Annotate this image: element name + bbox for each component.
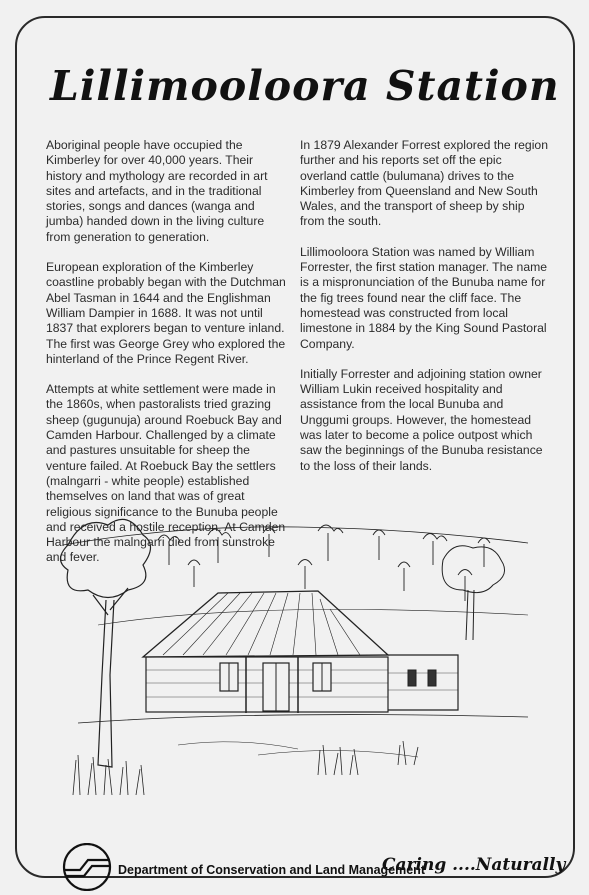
paragraph-forrest-exploration: In 1879 Alexander Forrest explored the region further and his reports set off the epic overland cattle (bulumana) drives to the Kimberley from Queensland and New South Wales, and the transport of sheep by ship from the south. — [300, 138, 548, 229]
page-title: Lillimooloora Station — [50, 62, 560, 110]
paragraph-european-exploration: European exploration of the Kimberley coastline probably began with the Dutchman Abel Tasman in 1644 and the Englishman William Dampier in 1688. It was not until 1837 that explorers began to venture inland. The first was George Grey who explored the hinterland of the Prince Regent River. — [46, 260, 286, 366]
department-name: Department of Conservation and Land Management — [118, 863, 425, 877]
right-column — [300, 138, 548, 489]
paragraph-station-naming: Lillimooloora Station was named by William Forrester, the first station manager. The name is a mispronunciation of the Bunuba name for the fig trees found near the cliff face. The homestead was constructed from local limestone in 1884 by the King Sound Pastoral Company. — [300, 244, 548, 351]
paragraph-aboriginal-history: Aboriginal people have occupied the Kimberley for over 40,000 years. Their history and mythology are recorded in art sites and artefacts, and in the traditional stories, songs and dances (wanga and jumba) handed down in the living culture from generation to generation. — [46, 138, 268, 244]
footer — [60, 843, 566, 891]
paragraph-bunuba-resistance: Initially Forrester and adjoining station owner William Lukin received hospitality and assistance from the local Bunuba and Unggumi groups. However, the homestead was later to become a police outpost which saw the beginnings of the Bunuba resistance to the loss of their lands. — [300, 366, 543, 473]
homestead-sketch — [58, 505, 533, 805]
calm-logo-icon — [60, 843, 114, 891]
slogan: Caring ....Naturally — [382, 855, 566, 875]
paragraph-white-settlement: Attempts at white settlement were made in the 1860s, when pastoralists tried grazing sheep (gugunuja) around Roebuck Bay and Camden Harbour. Challenged by a climate and pastures unsuitable for sheep the venture failed. At Roebuck Bay the settlers (malngarri - white people) established themselves on land that was of great religious significance to the Bunuba people and received a hostile reception. At Camden Harbour the malngarri died from sunstroke and fever. — [46, 382, 286, 565]
